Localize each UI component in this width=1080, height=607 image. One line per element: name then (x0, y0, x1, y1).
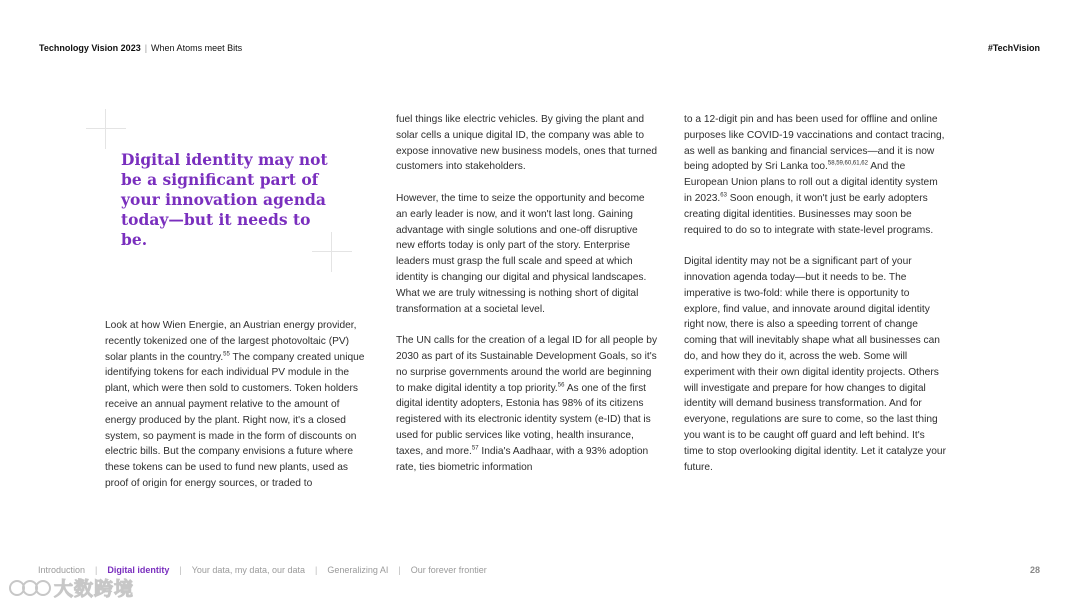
nav-link-introduction[interactable]: Introduction (38, 565, 86, 575)
text-column-3 (684, 112, 946, 475)
footnote-ref[interactable]: 55 (223, 351, 230, 358)
report-subtitle: When Atoms meet Bits (151, 43, 243, 53)
footer-navigation: Introduction | Digital identity | Your data, my data, our data | Generalizing AI | Our forever frontier (38, 565, 487, 575)
header-title (39, 43, 242, 53)
paragraph: to a 12-digit pin and has been used for offline and online purposes like COVID-19 vaccinations and contact tracing, as well as banking and financial services—and it is now being adopted by Sri Lanka too.$^{58,59,60,61,62}$ And the European Union plans to roll out a digital identity system in 2023.63 Soon enough, it won't just be early adopters creating digital identities. Businesses may soon be required to do so to integrate with state-level programs. (684, 114, 945, 236)
nav-link-generalizing-ai[interactable]: Generalizing AI (327, 565, 389, 575)
page-number: 28 (1029, 565, 1040, 575)
decorative-cross-icon (86, 109, 126, 149)
paragraph: The UN calls for the creation of a legal ID for all people by 2030 as part of its Sustainable Development Goals, so it's no surprise governments around the world are beginning to make digital identity a top priority.$^{56}$ As one of the first digital identity adopters, Estonia has 98% of its citizens registered with its electronic identity system (e-ID) that is used for public services like voting, health insurance, taxes, and more.$^{57}$ India's Aadhaar, with a 93% adoption rate, ties biometric information (396, 335, 658, 473)
footnote-ref[interactable]: 63 (720, 192, 727, 199)
paragraph: fuel things like electric vehicles. By giving the plant and solar cells a unique digital ID, the company was able to expose innovative new business models, ones that turned customers into stakeholders. (396, 114, 658, 173)
nav-link-your-data[interactable]: Your data, my data, our data (191, 565, 305, 575)
report-brand: Technology Vision 2023 (39, 43, 141, 53)
hashtag: #TechVision (987, 43, 1040, 53)
nav-link-forever-frontier[interactable]: Our forever frontier (410, 565, 487, 575)
paragraph: However, the time to seize the opportunity and become an early leader is now, and it won't last long. Gaining advantage with single solutions and one-off disruptive new efforts today is only part of the story. Enterprise leaders must grasp the full scale and speed at which identity is changing our digital and physical landscapes. What we are truly witnessing is nothing short of digital transformation at a societal level. (396, 192, 647, 315)
watermark (8, 574, 134, 601)
nav-link-digital-identity[interactable]: Digital identity (107, 565, 170, 575)
header-separator: | (144, 43, 148, 53)
pull-quote: Digital identity may not be a significant part of your innovation agenda today—but it needs to be. (121, 150, 328, 249)
text-column-1 (105, 318, 367, 492)
footnote-ref[interactable]: 56 (557, 382, 565, 389)
footnote-ref[interactable]: 57 (471, 445, 479, 452)
watermark-text: 大数跨境 (54, 578, 135, 600)
paragraph: Look at how Wien Energie, an Austrian energy provider, recently tokenized one of the largest photovoltaic (PV) solar plants in the country.$^{55}$ The company created unique identifying tokens for each individual PV module in the plant, which were then sold to customers. Token holders receive an annual payment relative to the amount of energy produced by the plant. Right now, it's a closed system, so payment is made in the form of discounts on electric bills. But the company envisions a future where these tokens can be used to fund new plants, used as proof of origin for energy sources, or traded to (105, 320, 365, 489)
watermark-logo-icon (8, 577, 52, 599)
text-column-2 (396, 112, 658, 475)
paragraph: Digital identity may not be a significant part of your innovation agenda today—but it needs to be. The imperative is two-fold: while there is opportunity to explore, find value, and innovate around digital identity right now, there is also a speeding torrent of change coming that will inevitably shape what all businesses can do, and how they do it, across the web. Some will experiment with their own digital identity projects. Others will investigate and prepare for how changes to digital identity will demand business transformation. And for everyone, regulations are sure to come, so the last thing you want is to be caught off guard and left behind. It's time to stop overlooking digital identity. Let it catalyze your future. (684, 256, 946, 473)
footnote-ref[interactable]: 58,59,60,61,62 (827, 161, 868, 167)
